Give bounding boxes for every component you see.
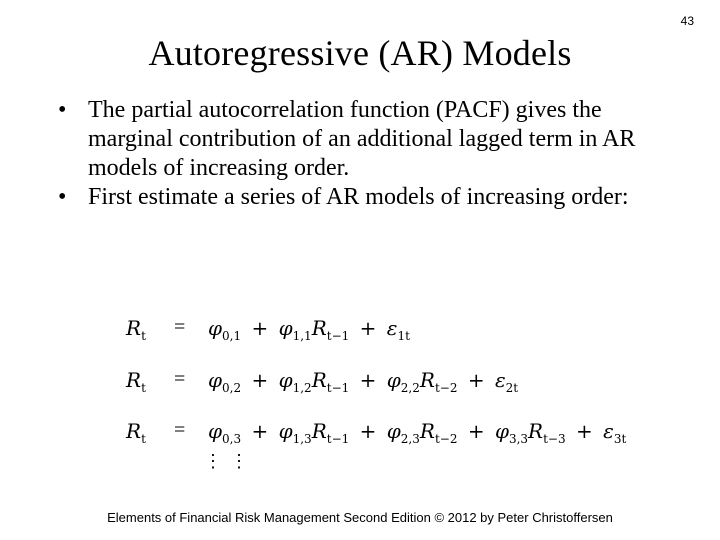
bullet-item	[56, 183, 666, 212]
vertical-ellipsis: ⋮⋮	[204, 451, 256, 472]
equation-rhs: $\varphi_{0,2} + \varphi_{1,2}R_{t-1} + \varphi_{2,2}R_{t-2} + \varepsilon_{2t}$	[208, 368, 519, 395]
bullet-text: The partial autocorrelation function (PACF) gives the marginal contribution of an additional lagged term in AR models of increasing order.	[88, 97, 636, 181]
equals-sign: =	[174, 368, 186, 390]
equals-sign: =	[174, 419, 186, 441]
bullet-item	[56, 96, 666, 183]
equation-lhs: $R_t$	[126, 419, 146, 446]
equals-sign: =	[174, 316, 186, 338]
bullet-dot: •	[58, 184, 67, 210]
equation-lhs: $R_t$	[126, 368, 146, 395]
bullet-text: First estimate a series of AR models of increasing order:	[88, 184, 629, 210]
bullet-list	[56, 96, 666, 212]
bullet-dot: •	[58, 97, 67, 123]
page-number: 43	[680, 14, 694, 28]
slide-title: Autoregressive (AR) Models	[148, 33, 572, 73]
equation-block	[122, 308, 627, 498]
footer-citation: Elements of Financial Risk Management Second Edition © 2012 by Peter Christoffersen	[107, 510, 613, 525]
equation-lhs: $R_t$	[126, 316, 146, 343]
equation-rhs: $\varphi_{0,1} + \varphi_{1,1}R_{t-1} + \varepsilon_{1t}$	[208, 316, 410, 343]
equation-rhs: $\varphi_{0,3} + \varphi_{1,3}R_{t-1} + \varphi_{2,3}R_{t-2} + \varphi_{3,3}R_{t-3} + \varepsilon_{3t}$	[208, 419, 627, 446]
